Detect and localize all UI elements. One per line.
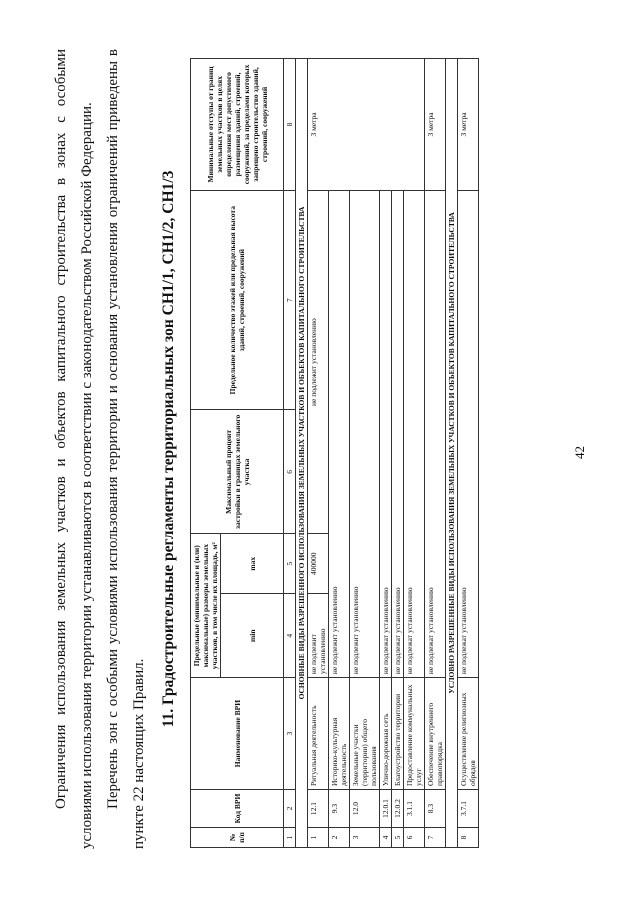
row-min: не подлежат установлению bbox=[425, 190, 446, 677]
row-name: Ритуальная деятельность bbox=[308, 678, 329, 790]
header-code: Код ВРИ bbox=[191, 790, 284, 828]
row-min: не подлежит установлению bbox=[308, 594, 329, 678]
row-min: не подлежат установлению bbox=[380, 190, 392, 677]
row-name: Историко-культурная деятельность bbox=[329, 678, 350, 790]
column-number-row bbox=[284, 59, 296, 848]
table-row bbox=[425, 59, 446, 848]
header-max: max bbox=[221, 534, 284, 594]
header-row bbox=[191, 59, 221, 848]
paragraph-zones-list: Перечень зон с особыми условиями использования территории и основания установления ограничений приведены в пункте 22 настоящих Правил. bbox=[105, 49, 147, 849]
row-min: не подлежат установлению bbox=[392, 190, 404, 677]
row-num: 8 bbox=[458, 828, 479, 848]
section-title-conditional: УСЛОВНО РАЗРЕШЕННЫЕ ВИДЫ ИСПОЛЬЗОВАНИЯ ЗЕМЕЛЬНЫХ УЧАСТКОВ И ОБЪЕКТОВ КАПИТАЛЬНОГО СТРОИТЕЛЬСТВА bbox=[446, 59, 458, 848]
row-code: 12.0 bbox=[350, 790, 380, 828]
col-number: 4 bbox=[284, 594, 296, 678]
header-num: № п/п bbox=[191, 828, 284, 848]
paragraph-restrictions: Ограничения использования земельных участков и объектов капитального строительства в зонах с особыми условиями использования территории устанавливаются в соответствии с законодательством Российской Федерации. bbox=[53, 49, 95, 849]
header-setback: Минимальные отступы от границ земельных участков в целях определения мест допустимого размещения зданий, строений, сооружений, за пределами которых запрещено строительство зданий, строений, сооружений bbox=[191, 59, 284, 191]
row-num: 5 bbox=[392, 828, 404, 848]
page-number: 42 bbox=[572, 446, 587, 459]
row-num: 6 bbox=[404, 828, 425, 848]
row-setback: 3 метра bbox=[425, 59, 446, 191]
row-min: не подлежат установлению bbox=[458, 190, 479, 677]
row-name: Обеспечение внутреннего правопорядка bbox=[425, 678, 446, 790]
row-code: 3.1.1 bbox=[404, 790, 425, 828]
header-size: Предельные (минимальные и (или) максимальные) размеры земельных участков, в том числе их площадь, м² bbox=[191, 534, 221, 678]
row-name: Осуществление религиозных обрядов bbox=[458, 678, 479, 790]
row-name: Улично-дорожная сеть bbox=[380, 678, 392, 790]
row-num: 1 bbox=[308, 828, 329, 848]
section-row-conditional bbox=[446, 59, 458, 848]
row-min: не подлежит установлению bbox=[329, 190, 350, 677]
row-code: 12.0.1 bbox=[380, 790, 392, 828]
row-code: 8.3 bbox=[425, 790, 446, 828]
row-min: не подлежат установлению bbox=[404, 190, 425, 677]
row-max: 400000 bbox=[308, 534, 329, 594]
row-name: Благоустройство территории bbox=[392, 678, 404, 790]
col-number: 1 bbox=[284, 828, 296, 848]
row-setback: 3 метра bbox=[308, 59, 425, 191]
row-code: 12.0.2 bbox=[392, 790, 404, 828]
header-min: min bbox=[221, 594, 284, 678]
row-code: 3.7.1 bbox=[458, 790, 479, 828]
col-number: 2 bbox=[284, 790, 296, 828]
section-title-main: ОСНОВНЫЕ ВИДЫ РАЗРЕШЕННОГО ИСПОЛЬЗОВАНИЯ ЗЕМЕЛЬНЫХ УЧАСТКОВ И ОБЪЕКТОВ КАПИТАЛЬНОГО СТРОИТЕЛЬСТВА bbox=[296, 59, 308, 848]
section-heading: 11. Градостроительные регламенты территориальных зон СН1/1, СН1/2, СН1/3 bbox=[160, 170, 177, 728]
table-row bbox=[458, 59, 479, 848]
section-row-main bbox=[296, 59, 308, 848]
row-setback: 3 метра bbox=[458, 59, 479, 191]
table-row bbox=[308, 59, 329, 848]
col-number: 3 bbox=[284, 678, 296, 790]
row-num: 3 bbox=[350, 828, 380, 848]
row-code: 9.3 bbox=[329, 790, 350, 828]
row-num: 7 bbox=[425, 828, 446, 848]
row-min: не подлежит установлению bbox=[350, 190, 380, 677]
intro-text bbox=[48, 49, 152, 849]
header-name: Наименование ВРИ bbox=[191, 678, 284, 790]
row-num: 2 bbox=[329, 828, 350, 848]
regulations-table bbox=[190, 58, 479, 848]
col-number: 8 bbox=[284, 59, 296, 191]
row-name: Земельные участки (территории) общего пользования bbox=[350, 678, 380, 790]
header-floors: Предельное количество этажей или предельная высота зданий, строений, сооружений bbox=[191, 190, 284, 410]
row-percent: не подлежит установлению bbox=[308, 190, 329, 533]
col-number: 6 bbox=[284, 410, 296, 534]
col-number: 7 bbox=[284, 190, 296, 410]
col-number: 5 bbox=[284, 534, 296, 594]
row-num: 4 bbox=[380, 828, 392, 848]
row-code: 12.1 bbox=[308, 790, 329, 828]
header-percent: Максимальный процент застройки в границах земельного участка bbox=[191, 410, 284, 534]
row-name: Предоставление коммунальных услуг bbox=[404, 678, 425, 790]
